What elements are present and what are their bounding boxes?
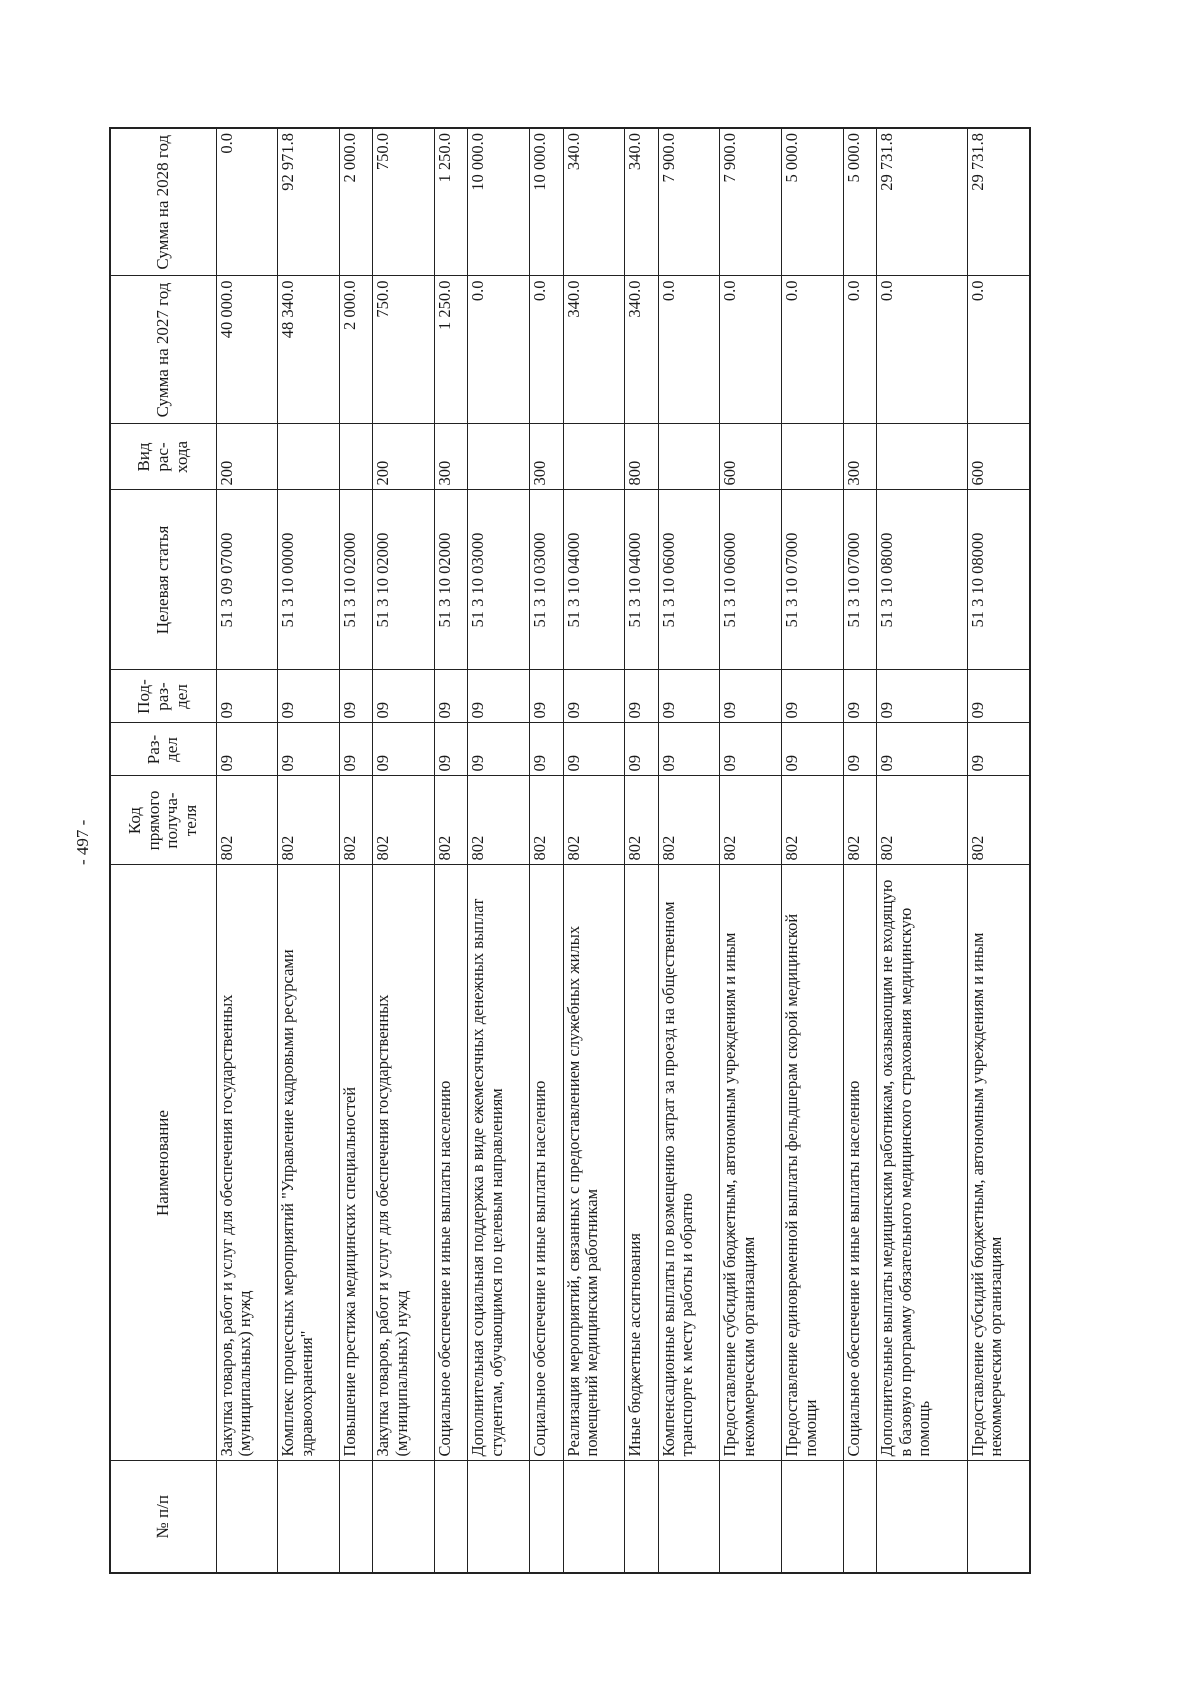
row-sum-2028: 5 000.0 [844,128,877,276]
row-number [877,1461,967,1573]
row-sum-2028: 750.0 [373,128,435,276]
row-expense-type [563,424,625,490]
table-row [435,128,468,1573]
row-sum-2028: 7 900.0 [720,128,782,276]
table-row [468,128,530,1573]
row-subsection: 09 [967,670,1030,723]
row-number [658,1461,720,1573]
row-expense-type [340,424,373,490]
header-sum-2028: Сумма на 2028 год [110,128,216,276]
row-sum-2028: 1 250.0 [435,128,468,276]
row-section: 09 [877,723,967,776]
row-name: Повышение престижа медицинских специальностей [340,865,373,1461]
row-name: Закупка товаров, работ и услуг для обеспечения государственных (муниципальных) нужд [373,865,435,1461]
row-name: Закупка товаров, работ и услуг для обеспечения государственных (муниципальных) нужд [216,865,278,1461]
row-sum-2028: 92 971.8 [278,128,340,276]
row-sum-2027: 0.0 [844,276,877,424]
row-recipient-code: 802 [625,776,658,865]
row-subsection: 09 [278,670,340,723]
row-recipient-code: 802 [877,776,967,865]
row-sum-2028: 7 900.0 [658,128,720,276]
row-section: 09 [435,723,468,776]
row-recipient-code: 802 [373,776,435,865]
header-sum-2027: Сумма на 2027 год [110,276,216,424]
row-number [435,1461,468,1573]
table-row [530,128,563,1573]
row-sum-2027: 340.0 [563,276,625,424]
row-section: 09 [658,723,720,776]
row-name: Социальное обеспечение и иные выплаты населению [435,865,468,1461]
table-row [720,128,782,1573]
row-name: Предоставление субсидий бюджетным, автономным учреждениям и иным некоммерческим организациям [967,865,1030,1461]
row-name: Компенсационные выплаты по возмещению затрат за проезд на общественном транспорте к месту работы и обратно [658,865,720,1461]
row-sum-2028: 0.0 [216,128,278,276]
row-target-article: 51 3 10 04000 [563,490,625,670]
row-sum-2028: 340.0 [625,128,658,276]
row-subsection: 09 [340,670,373,723]
row-subsection: 09 [435,670,468,723]
row-recipient-code: 802 [720,776,782,865]
row-sum-2028: 2 000.0 [340,128,373,276]
row-recipient-code: 802 [278,776,340,865]
header-target: Целевая статья [110,490,216,670]
row-target-article: 51 3 10 02000 [340,490,373,670]
row-section: 09 [468,723,530,776]
row-expense-type [468,424,530,490]
row-name: Иные бюджетные ассигнования [625,865,658,1461]
row-number [373,1461,435,1573]
row-name: Дополнительная социальная поддержка в виде ежемесячных денежных выплат студентам, обучающимся по целевым направлениям [468,865,530,1461]
row-expense-type [782,424,844,490]
row-target-article: 51 3 10 02000 [435,490,468,670]
row-sum-2027: 0.0 [468,276,530,424]
row-name: Предоставление субсидий бюджетным, автономным учреждениям и иным некоммерческим организациям [720,865,782,1461]
header-subsection: Под-раз-дел [110,670,216,723]
row-subsection: 09 [625,670,658,723]
row-target-article: 51 3 10 08000 [877,490,967,670]
row-sum-2028: 10 000.0 [468,128,530,276]
row-number [967,1461,1030,1573]
row-target-article: 51 3 10 02000 [373,490,435,670]
row-target-article: 51 3 10 03000 [530,490,563,670]
row-sum-2027: 0.0 [967,276,1030,424]
row-sum-2027: 0.0 [530,276,563,424]
row-expense-type: 300 [844,424,877,490]
row-name: Дополнительные выплаты медицинским работникам, оказывающим не входящую в базовую программу обязательного медицинского страхования медицинскую помощь [877,865,967,1461]
row-target-article: 51 3 10 04000 [625,490,658,670]
table-row [625,128,658,1573]
row-sum-2027: 0.0 [720,276,782,424]
row-expense-type [278,424,340,490]
table-row [877,128,967,1573]
row-name: Реализация мероприятий, связанных с предоставлением служебных жилых помещений медицинским работникам [563,865,625,1461]
table-row [844,128,877,1573]
row-target-article: 51 3 10 08000 [967,490,1030,670]
row-recipient-code: 802 [782,776,844,865]
row-subsection: 09 [720,670,782,723]
row-sum-2028: 5 000.0 [782,128,844,276]
header-expense-type: Вид рас-хода [110,424,216,490]
row-number [278,1461,340,1573]
table-row [340,128,373,1573]
header-num: № п/п [110,1461,216,1573]
row-sum-2027: 750.0 [373,276,435,424]
row-subsection: 09 [468,670,530,723]
row-recipient-code: 802 [658,776,720,865]
row-target-article: 51 3 10 00000 [278,490,340,670]
row-section: 09 [340,723,373,776]
row-number [625,1461,658,1573]
table-row [782,128,844,1573]
row-sum-2028: 29 731.8 [877,128,967,276]
row-number [782,1461,844,1573]
row-number [340,1461,373,1573]
table-row [216,128,278,1573]
page-number: - 497 - [73,819,92,865]
row-number [468,1461,530,1573]
row-section: 09 [530,723,563,776]
row-name: Комплекс процессных мероприятий "Управление кадровыми ресурсами здравоохранения" [278,865,340,1461]
table-row [967,128,1030,1573]
row-section: 09 [625,723,658,776]
row-section: 09 [967,723,1030,776]
row-sum-2027: 2 000.0 [340,276,373,424]
row-subsection: 09 [782,670,844,723]
row-subsection: 09 [877,670,967,723]
row-section: 09 [278,723,340,776]
row-section: 09 [720,723,782,776]
header-code: Код прямого получа-теля [110,776,216,865]
row-expense-type: 200 [373,424,435,490]
row-recipient-code: 802 [216,776,278,865]
row-sum-2027: 0.0 [658,276,720,424]
row-expense-type: 600 [720,424,782,490]
row-target-article: 51 3 10 07000 [782,490,844,670]
row-expense-type [877,424,967,490]
budget-table [109,127,1031,1574]
row-section: 09 [782,723,844,776]
row-name: Социальное обеспечение и иные выплаты населению [530,865,563,1461]
row-number [844,1461,877,1573]
row-sum-2027: 340.0 [625,276,658,424]
row-recipient-code: 802 [844,776,877,865]
row-sum-2027: 40 000.0 [216,276,278,424]
row-recipient-code: 802 [967,776,1030,865]
table-row [278,128,340,1573]
row-recipient-code: 802 [563,776,625,865]
row-recipient-code: 802 [530,776,563,865]
row-section: 09 [216,723,278,776]
row-subsection: 09 [844,670,877,723]
table-row [658,128,720,1573]
row-expense-type: 600 [967,424,1030,490]
row-name: Социальное обеспечение и иные выплаты населению [844,865,877,1461]
row-target-article: 51 3 10 06000 [658,490,720,670]
row-recipient-code: 802 [468,776,530,865]
row-sum-2027: 0.0 [782,276,844,424]
row-subsection: 09 [658,670,720,723]
row-subsection: 09 [373,670,435,723]
row-number [720,1461,782,1573]
row-target-article: 51 3 10 03000 [468,490,530,670]
row-recipient-code: 802 [340,776,373,865]
row-sum-2028: 10 000.0 [530,128,563,276]
row-sum-2028: 29 731.8 [967,128,1030,276]
row-target-article: 51 3 09 07000 [216,490,278,670]
table-row [373,128,435,1573]
row-expense-type: 300 [530,424,563,490]
row-target-article: 51 3 10 06000 [720,490,782,670]
row-expense-type: 800 [625,424,658,490]
row-expense-type [658,424,720,490]
row-name: Предоставление единовременной выплаты фельдшерам скорой медицинской помощи [782,865,844,1461]
row-number [530,1461,563,1573]
row-sum-2027: 48 340.0 [278,276,340,424]
row-sum-2027: 1 250.0 [435,276,468,424]
row-section: 09 [373,723,435,776]
header-name: Наименование [110,865,216,1461]
row-subsection: 09 [563,670,625,723]
header-section: Раз-дел [110,723,216,776]
row-sum-2027: 0.0 [877,276,967,424]
budget-table-container [109,129,1031,1574]
row-section: 09 [563,723,625,776]
row-section: 09 [844,723,877,776]
row-target-article: 51 3 10 07000 [844,490,877,670]
row-number [563,1461,625,1573]
row-recipient-code: 802 [435,776,468,865]
row-expense-type: 300 [435,424,468,490]
row-subsection: 09 [216,670,278,723]
row-expense-type: 200 [216,424,278,490]
row-subsection: 09 [530,670,563,723]
table-row [563,128,625,1573]
row-number [216,1461,278,1573]
row-sum-2028: 340.0 [563,128,625,276]
